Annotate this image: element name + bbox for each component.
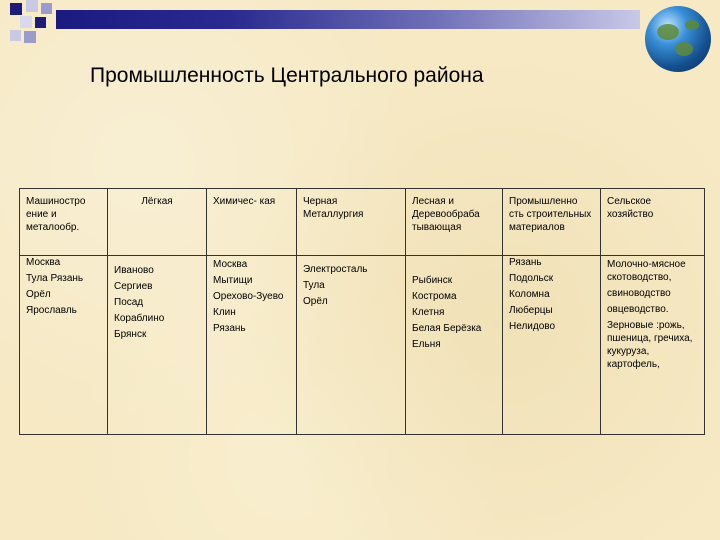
page-title: Промышленность Центрального района	[90, 64, 484, 87]
city-item: Сергиев	[114, 281, 153, 292]
city-item: Белая Берёзка	[412, 323, 482, 334]
city-item: Электросталь	[303, 264, 368, 275]
city-item: Орёл	[303, 296, 328, 307]
header-cell	[297, 189, 406, 256]
city-item: Мытищи	[213, 275, 253, 286]
decor-square	[10, 30, 21, 41]
decor-square	[35, 17, 46, 28]
table-cell	[503, 256, 601, 435]
table-cell	[207, 256, 297, 435]
city-item: Клетня	[412, 307, 445, 318]
city-item: Рязань	[509, 257, 542, 268]
header-construction-materials: Промышленно сть строительных материалов	[509, 196, 592, 233]
header-chemical: Химичес- кая	[213, 196, 276, 207]
city-item: Рыбинск	[412, 275, 453, 286]
decor-square	[10, 3, 22, 15]
header-gradient-bar	[56, 10, 640, 29]
table-cell	[20, 256, 108, 435]
city-item: Орехово-Зуево	[213, 291, 284, 302]
city-item: Люберцы	[509, 305, 553, 316]
table-cell	[601, 256, 705, 435]
city-item: Нелидово	[509, 321, 556, 332]
city-item: Рязань	[213, 323, 246, 334]
decor-square	[24, 31, 36, 43]
city-item: Кораблино	[114, 313, 165, 324]
table-cell	[297, 256, 406, 435]
title-decoration	[0, 0, 720, 46]
city-item: Подольск	[509, 273, 554, 284]
city-item: Орёл	[26, 289, 51, 300]
city-item: Тула	[303, 280, 325, 291]
agriculture-item: овцеводство.	[607, 304, 669, 315]
city-item: Ельня	[412, 339, 441, 350]
city-item: Москва	[26, 257, 61, 268]
header-cell	[406, 189, 503, 256]
city-item: Тула Рязань	[26, 273, 84, 284]
agriculture-item: Молочно-мясное скотоводство,	[607, 259, 686, 283]
city-item: Иваново	[114, 265, 154, 276]
table-cell	[108, 256, 207, 435]
header-cell	[20, 189, 108, 256]
header-agriculture: Сельское хозяйство	[607, 196, 654, 220]
header-light: Лёгкая	[141, 196, 173, 207]
header-cell	[601, 189, 705, 256]
table-header-row	[20, 189, 705, 256]
decor-square	[41, 3, 52, 14]
city-item: Клин	[213, 307, 236, 318]
header-ferrous-metallurgy: Черная Металлургия	[303, 196, 364, 220]
city-item: Кострома	[412, 291, 457, 302]
table-row	[20, 256, 705, 435]
city-item: Ярославль	[26, 305, 77, 316]
decor-square	[20, 16, 32, 28]
header-forestry: Лесная и Деревообраба тывающая	[412, 196, 480, 233]
city-item: Посад	[114, 297, 144, 308]
globe-icon	[645, 6, 711, 72]
agriculture-item: свиноводство	[607, 288, 671, 299]
agriculture-item: Зерновые :рожь, пшеница, гречиха, кукуруза, картофель,	[607, 320, 693, 370]
header-mechanical: Машиностро ение и металообр.	[26, 196, 86, 233]
header-cell	[207, 189, 297, 256]
decor-square	[26, 0, 38, 12]
city-item: Коломна	[509, 289, 550, 300]
city-item: Москва	[213, 259, 248, 270]
header-cell	[108, 189, 207, 256]
industry-table	[19, 188, 705, 435]
table-cell	[406, 256, 503, 435]
header-cell	[503, 189, 601, 256]
city-item: Брянск	[114, 329, 147, 340]
